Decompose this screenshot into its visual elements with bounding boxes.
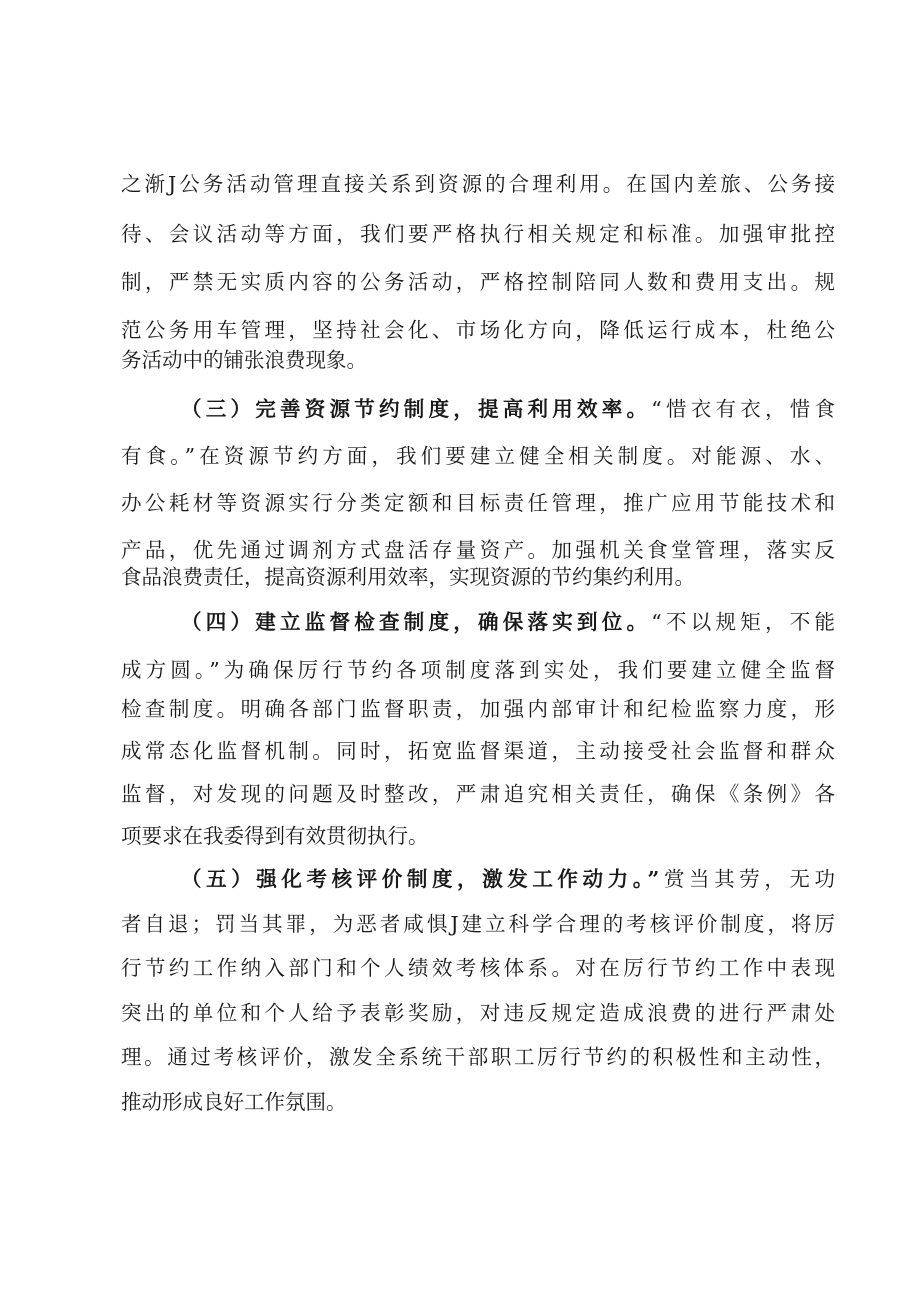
section-heading-5: （五）强化考核评价制度，激发工作动力。” <box>181 867 660 891</box>
paragraph-1-line-2: 待、会议活动等方面，我们要严格执行相关规定和标准。加强审批控 <box>121 222 835 246</box>
section-heading-4: （四）建立监督检查制度，确保落实到位。 <box>181 610 652 634</box>
paragraph-4-line-2: 者自退；罚当其罪，为恶者咸惧J建立科学合理的考核评价制度，将厉 <box>121 912 835 936</box>
paragraph-3-line-6: 项要求在我委得到有效贯彻执行。 <box>121 824 429 848</box>
paragraph-3-line-3: 检查制度。明确各部门监督职责，加强内部审计和纪检监察力度，形 <box>121 697 835 721</box>
paragraph-1-line-1: 之渐J公务活动管理直接关系到资源的合理利用。在国内差旅、公务接 <box>121 172 835 196</box>
paragraph-2-line-4: 产品，优先通过调剂方式盘活存量资产。加强机关食堂管理，落实反 <box>121 538 835 562</box>
paragraph-2-line-5: 食品浪费责任，提高资源利用效率，实现资源的节约集约利用。 <box>121 565 695 589</box>
paragraph-4-line-4: 突出的单位和个人给予表彰奖励，对违反规定造成浪费的进行严肃处 <box>121 1001 835 1025</box>
paragraph-3-line-2: 成方圆。”为确保厉行节约各项制度落到实处，我们要建立健全监督 <box>121 658 835 682</box>
paragraph-2-line-3: 办公耗材等资源实行分类定额和目标责任管理，推广应用节能技术和 <box>121 491 835 515</box>
paragraph-4-quote: 赏当其劳，无功 <box>659 867 836 891</box>
paragraph-4-line-1 <box>121 857 835 901</box>
paragraph-4-line-3: 行节约工作纳入部门和个人绩效考核体系。对在厉行节约工作中表现 <box>121 956 835 980</box>
paragraph-4-line-6: 推动形成良好工作氛围。 <box>121 1090 347 1114</box>
paragraph-1-line-4: 范公务用车管理，坚持社会化、市场化方向，降低运行成本，杜绝公 <box>121 318 835 342</box>
paragraph-1-line-5: 务活动中的铺张浪费现象。 <box>121 348 367 372</box>
paragraph-4-line-5: 理。通过考核评价，激发全系统干部职工厉行节约的积极性和主动性， <box>121 1045 835 1069</box>
paragraph-1-line-3: 制，严禁无实质内容的公务活动，严格控制陪同人数和费用支出。规 <box>121 270 835 294</box>
paragraph-3-line-4: 成常态化监督机制。同时，拓宽监督渠道，主动接受社会监督和群众 <box>121 739 835 763</box>
section-heading-3: （三）完善资源节约制度，提高利用效率。 <box>181 397 652 421</box>
paragraph-2-quote: “惜衣有衣，惜食 <box>651 397 835 421</box>
paragraph-2-line-1 <box>121 387 835 431</box>
paragraph-3-quote: “不以规矩，不能 <box>651 610 835 634</box>
paragraph-2-line-2: 有食。”在资源节约方面，我们要建立健全相关制度。对能源、水、 <box>121 444 835 468</box>
paragraph-3-line-5: 监督，对发现的问题及时整改，严肃追究相关责任，确保《条例》各 <box>121 782 835 806</box>
paragraph-3-line-1 <box>121 600 835 644</box>
